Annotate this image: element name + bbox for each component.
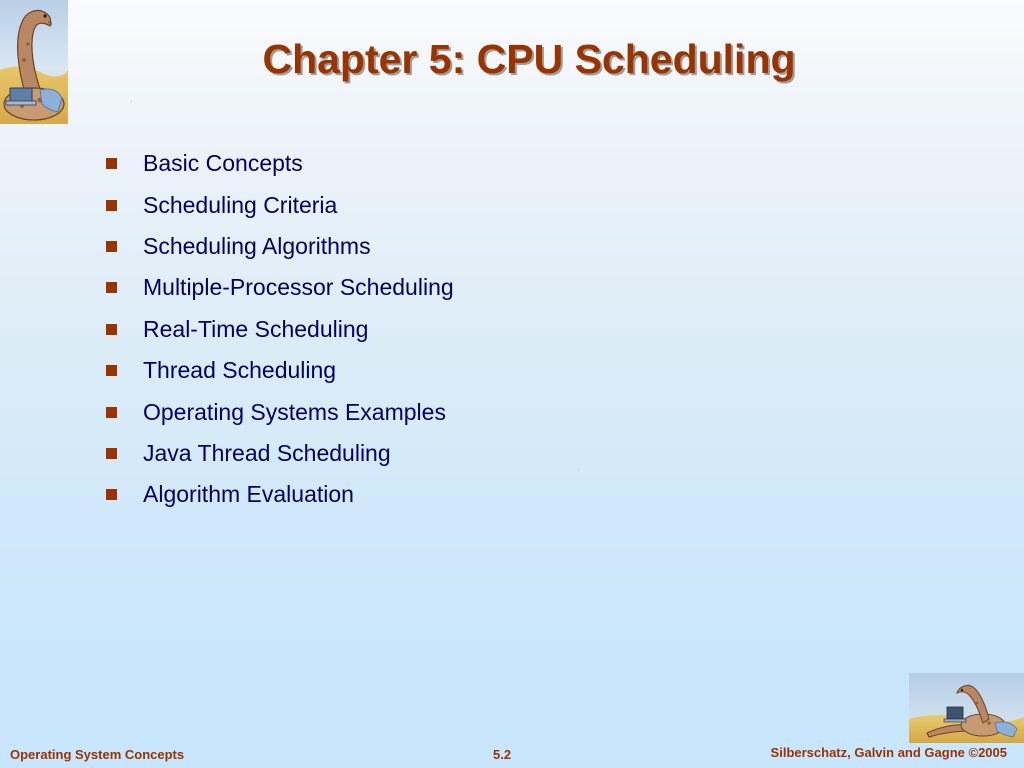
square-bullet-icon (106, 448, 117, 459)
square-bullet-icon (106, 200, 117, 211)
square-bullet-icon (106, 158, 117, 169)
list-item-label: Multiple-Processor Scheduling (143, 274, 454, 301)
list-item-label: Scheduling Algorithms (143, 232, 371, 259)
list-item-label: Thread Scheduling (143, 357, 337, 384)
footer-course-title: Operating System Concepts (10, 747, 185, 762)
square-bullet-icon (106, 489, 117, 500)
topic-list (106, 143, 454, 516)
decorative-speck (131, 101, 132, 102)
decorative-speck (578, 469, 579, 470)
dinosaur-laptop-logo-icon (909, 673, 1024, 743)
square-bullet-icon (106, 282, 117, 293)
list-item (106, 350, 454, 391)
list-item-label: Real-Time Scheduling (143, 315, 369, 342)
list-item (106, 267, 454, 308)
list-item (106, 143, 454, 184)
list-item (106, 433, 454, 474)
page-title: Chapter 5: CPU Scheduling (262, 36, 796, 82)
list-item-label: Operating Systems Examples (143, 398, 446, 425)
list-item (106, 226, 454, 267)
square-bullet-icon (106, 324, 117, 335)
square-bullet-icon (106, 407, 117, 418)
footer-slide-number: 5.2 (493, 747, 512, 762)
list-item-label: Algorithm Evaluation (143, 481, 354, 508)
square-bullet-icon (106, 365, 117, 376)
list-item-label: Java Thread Scheduling (143, 439, 391, 466)
list-item (106, 474, 454, 515)
list-item-label: Scheduling Criteria (143, 191, 338, 218)
list-item-label: Basic Concepts (143, 150, 303, 177)
footer-copyright: Silberschatz, Galvin and Gagne ©2005 (770, 745, 1007, 760)
list-item (106, 391, 454, 432)
square-bullet-icon (106, 241, 117, 252)
list-item (106, 309, 454, 350)
list-item (106, 184, 454, 225)
